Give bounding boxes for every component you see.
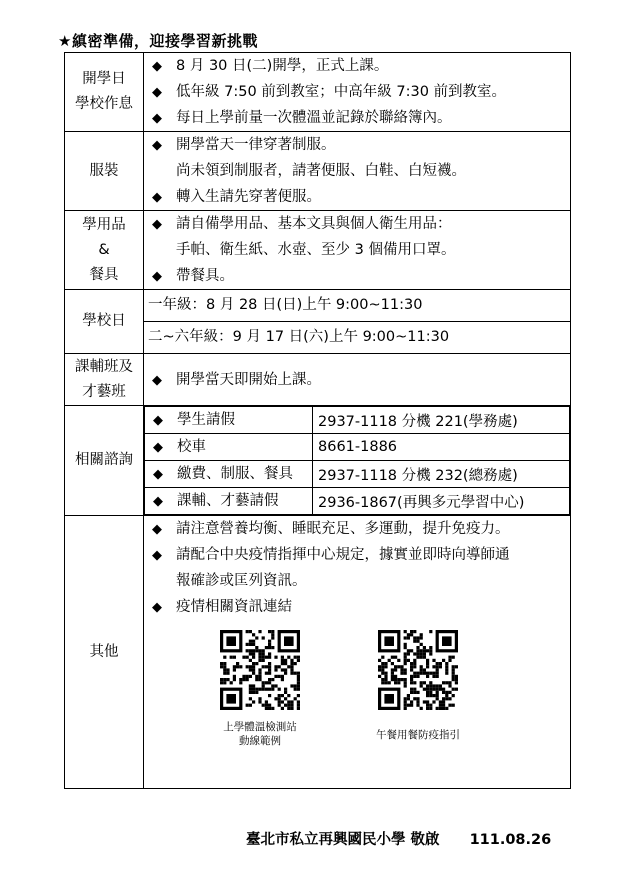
list-item (144, 79, 570, 105)
item-text: 每日上學前量一次體溫並記錄於聯絡簿內。 (176, 110, 452, 126)
label-text: 餐具 (89, 266, 119, 283)
item-text: 課輔、才藝請假 (177, 493, 279, 509)
row-uniform (65, 132, 571, 211)
diamond-bullet-icon: ◆ (153, 413, 163, 428)
label-uniform: 服裝 (65, 132, 144, 211)
list-item-continued: 報確診或匡列資訊。 (176, 573, 307, 589)
item-text: 8 月 30 日(二)開學，正式上課。 (176, 58, 389, 74)
list-item (144, 542, 570, 568)
school-day-grade1: 一年級：8 月 28 日(日)上午 9:00~11:30 (144, 290, 570, 322)
qr-codes-area (144, 620, 570, 788)
item-text: 請自備學用品、基本文具與個人衛生用品： (176, 216, 452, 232)
list-item-continued: 尚未領到制服者，請著便服、白鞋、白短襪。 (176, 163, 466, 179)
item-text: 學生請假 (177, 412, 235, 428)
content-after-school (144, 354, 571, 406)
list-item (144, 184, 570, 210)
item-text: 請注意營養均衡、睡眠充足、多運動，提升免疫力。 (176, 521, 510, 537)
contact-value: 2936-1867(再興多元學習中心) (313, 488, 570, 515)
footer-date: 111.08.26 (469, 832, 552, 848)
item-text: 疫情相關資訊連結 (176, 599, 292, 615)
diamond-bullet-icon: ◆ (153, 494, 163, 509)
item-text: 開學當天一律穿著制服。 (176, 137, 336, 153)
contact-name (145, 461, 313, 488)
diamond-bullet-icon: ◆ (152, 138, 162, 153)
item-text: 轉入生請先穿著便服。 (176, 189, 321, 205)
list-item (144, 211, 570, 237)
diamond-bullet-icon: ◆ (152, 217, 162, 232)
list-item (144, 53, 570, 79)
contact-value: 2937-1118 分機 221(學務處) (313, 407, 570, 434)
label-text: 學用品 (82, 216, 126, 233)
content-uniform (144, 132, 571, 211)
contact-name (145, 434, 313, 461)
diamond-bullet-icon: ◆ (153, 467, 163, 482)
contact-value: 8661-1886 (313, 434, 570, 461)
page-heading: ★縝密準備，迎接學習新挑戰 (58, 32, 258, 50)
table-row (145, 461, 570, 488)
table-row (145, 488, 570, 515)
content-contacts (144, 406, 571, 516)
diamond-bullet-icon: ◆ (152, 600, 162, 615)
info-table (64, 52, 571, 789)
school-day-grade2to6: 二~六年級：9 月 17 日(六)上午 9:00~11:30 (148, 329, 450, 345)
list-item (144, 263, 570, 289)
footer (246, 828, 551, 849)
qr-code-icon[interactable] (378, 630, 458, 710)
label-after-school (65, 354, 144, 406)
label-text: & (98, 241, 110, 258)
item-text: 開學當天即開始上課。 (176, 371, 321, 388)
table-row (145, 434, 570, 461)
row-opening (65, 53, 571, 132)
content-school-day (144, 290, 571, 354)
content-supplies (144, 211, 571, 290)
item-text: 請配合中央疫情指揮中心規定，據實並即時向導師通 (176, 547, 510, 563)
qr1-caption (200, 720, 320, 748)
item-text: 繳費、制服、餐具 (177, 466, 293, 482)
contact-name (145, 407, 313, 434)
content-opening (144, 53, 571, 132)
diamond-bullet-icon: ◆ (152, 269, 162, 284)
label-supplies (65, 211, 144, 290)
row-school-day (65, 290, 571, 354)
label-others: 其他 (65, 516, 144, 789)
label-contacts: 相關諮詢 (65, 406, 144, 516)
qr2-caption: 午餐用餐防疫指引 (376, 729, 460, 741)
label-opening (65, 53, 144, 132)
label-school-day: 學校日 (65, 290, 144, 354)
row-supplies (65, 211, 571, 290)
label-text: 才藝班 (82, 383, 126, 400)
label-text: 學校作息 (75, 96, 133, 112)
row-after-school (65, 354, 571, 406)
diamond-bullet-icon: ◆ (152, 190, 162, 205)
qr-code-icon[interactable] (220, 630, 300, 710)
list-item-continued: 手帕、衛生紙、水壺、至少 3 個備用口罩。 (176, 242, 456, 258)
diamond-bullet-icon: ◆ (153, 440, 163, 455)
contact-value: 2937-1118 分機 232(總務處) (313, 461, 570, 488)
item-text: 帶餐具。 (176, 268, 234, 284)
caption-text: 上學體溫檢測站 (223, 721, 297, 733)
item-text: 低年級 7:50 前到教室；中高年級 7:30 前到教室。 (176, 84, 507, 100)
list-item (144, 132, 570, 158)
content-others (144, 516, 571, 789)
label-text: 課輔班及 (75, 358, 133, 375)
row-contacts (65, 406, 571, 516)
table-row (145, 407, 570, 434)
list-item (144, 367, 570, 393)
diamond-bullet-icon: ◆ (152, 85, 162, 100)
contacts-table (144, 406, 570, 515)
diamond-bullet-icon: ◆ (152, 372, 162, 388)
diamond-bullet-icon: ◆ (152, 59, 162, 74)
list-item (144, 516, 570, 542)
footer-school: 臺北市私立再興國民小學 敬啟 (246, 832, 440, 848)
list-item (144, 594, 570, 620)
contact-name (145, 488, 313, 515)
list-item (144, 105, 570, 131)
diamond-bullet-icon: ◆ (152, 522, 162, 537)
label-text: 開學日 (82, 71, 126, 87)
diamond-bullet-icon: ◆ (152, 548, 162, 563)
row-others (65, 516, 571, 789)
diamond-bullet-icon: ◆ (152, 111, 162, 126)
caption-text: 動線範例 (239, 735, 281, 747)
item-text: 校車 (177, 439, 206, 455)
